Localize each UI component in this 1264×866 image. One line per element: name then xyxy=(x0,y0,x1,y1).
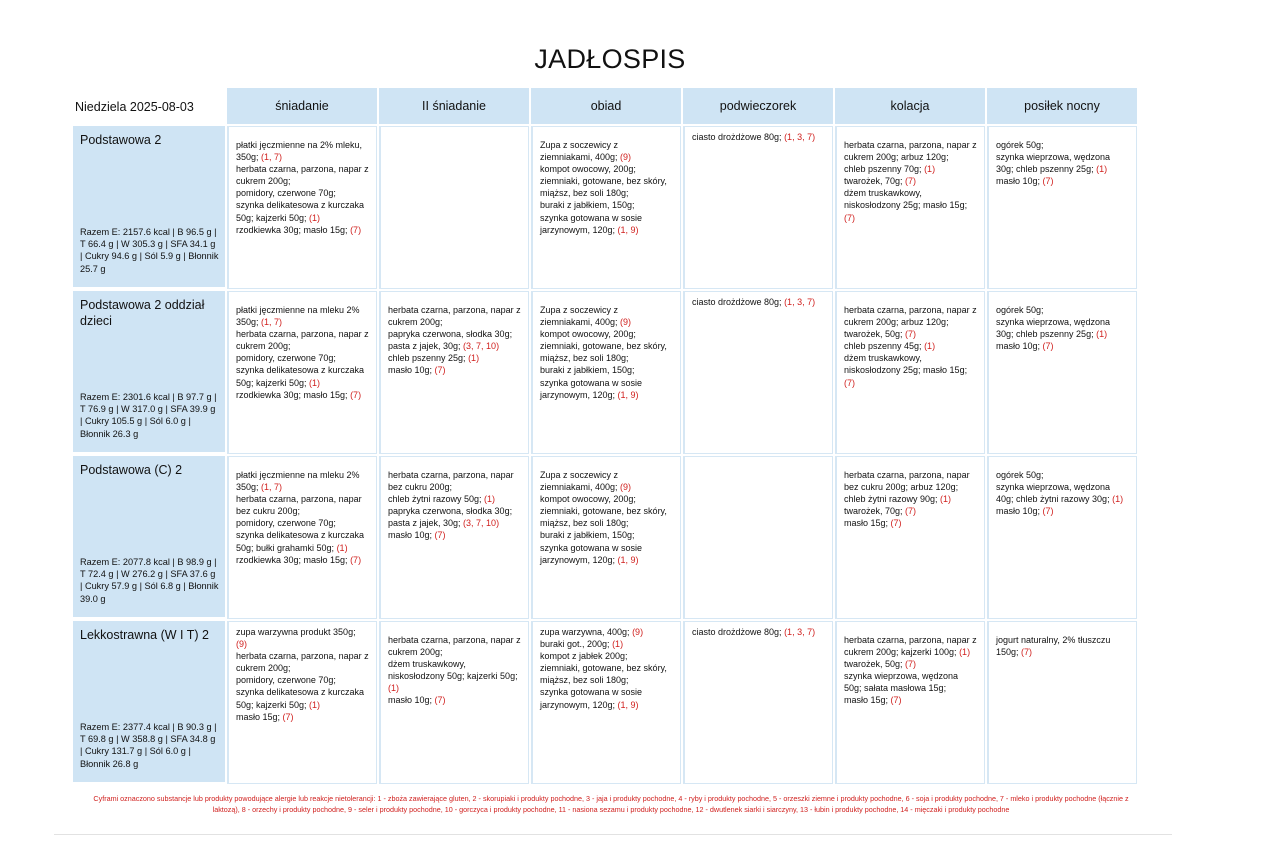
allergen-marker: (1, 9) xyxy=(617,389,639,400)
meal-text: herbata czarna, parzona, napar z cukrem 200g; xyxy=(388,305,521,328)
meal-cell xyxy=(987,621,1137,784)
meal-cell xyxy=(683,621,833,784)
allergen-marker: (1) xyxy=(484,494,496,505)
meal-text: twarożek, 70g; xyxy=(844,176,906,187)
meal-text: herbata czarna, parzona, napar z cukrem 200g; kajzerki 100g; xyxy=(844,635,977,658)
meal-text: kompot owocowy, 200g; xyxy=(540,164,636,175)
meal-text: szynka delikatesowa z kurczaka 50g; kajzerki 50g; xyxy=(236,200,365,223)
meal-text: masło 15g; xyxy=(236,711,283,722)
meal-text: szynka delikatesowa z kurczaka 50g; kajzerki 50g; xyxy=(236,365,365,388)
meal-text: herbata czarna, parzona, napar bez cukru 200g; arbuz 120g; xyxy=(844,470,970,493)
diet-row-label xyxy=(73,454,225,619)
meal-text: kompot owocowy, 200g; xyxy=(540,494,636,505)
meal-cell xyxy=(379,621,529,784)
allergen-marker: (9) xyxy=(236,639,247,650)
meal-text: ciasto drożdżowe 80g; xyxy=(692,297,785,307)
column-header-afternoon-snack: podwieczorek xyxy=(681,88,833,124)
meal-text: kompot z jabłek 200g; xyxy=(540,651,628,662)
allergen-marker: (1) xyxy=(336,542,348,553)
meal-text: ogórek 50g; xyxy=(996,470,1044,480)
meal-text: ziemniaki, gotowane, bez skóry, miąższ, bez soli 180g; xyxy=(540,176,667,199)
meal-text: dżem truskawkowy, niskosłodzony 50g; kajzerki 50g; xyxy=(388,659,518,682)
meal-text: dżem truskawkowy, niskosłodzony 25g; masło 15g; xyxy=(844,353,968,376)
allergen-marker: (1, 3, 7) xyxy=(784,132,816,142)
allergen-marker: (1) xyxy=(1112,494,1124,505)
allergen-marker: (9) xyxy=(632,627,644,637)
meal-cell xyxy=(227,456,377,619)
meal-cell xyxy=(683,456,833,619)
allergen-marker: (7) xyxy=(905,506,917,517)
diet-nutrition-totals: Razem E: 2377.4 kcal | B 90.3 g | T 69.8 g | W 358.8 g | SFA 34.8 g | Cukry 131.7 g | Sól 6.0 g | Błonnik 26.8 g xyxy=(80,721,217,769)
meal-text: masło 15g; xyxy=(844,695,891,706)
meal-text: ciasto drożdżowe 80g; xyxy=(692,627,785,637)
meal-text: zupa warzywna produkt 350g; xyxy=(236,627,356,637)
column-header-breakfast: śniadanie xyxy=(225,88,377,124)
meal-text: rzodkiewka 30g; masło 15g; xyxy=(236,224,351,235)
diet-nutrition-totals: Razem E: 2077.8 kcal | B 98.9 g | T 72.4 g | W 276.2 g | SFA 37.6 g | Cukry 57.9 g | Sól 6.8 g | Błonnik 39.0 g xyxy=(80,556,219,604)
meal-cell xyxy=(379,456,529,619)
allergen-marker: (1) xyxy=(309,699,321,710)
meal-cell xyxy=(379,126,529,289)
meal-text: chleb żytni razowy 90g; xyxy=(844,494,941,505)
meal-text: szynka wieprzowa, wędzona 50g; sałata masłowa 15g; xyxy=(844,671,959,694)
meal-cell xyxy=(531,291,681,454)
header-corner xyxy=(73,88,225,124)
meal-text: pasta z jajek, 30g; xyxy=(388,341,464,352)
allergen-marker: (1, 9) xyxy=(617,224,639,235)
allergen-marker: (7) xyxy=(1042,176,1054,187)
allergen-marker: (1) xyxy=(388,683,399,694)
meal-text: kompot owocowy, 200g; xyxy=(540,329,636,340)
allergen-marker: (7) xyxy=(434,365,446,376)
meal-text: masło 10g; xyxy=(996,176,1043,187)
diet-name: Podstawowa 2 oddział dzieci xyxy=(80,298,205,328)
meal-text: chleb pszenny 45g; xyxy=(844,341,925,352)
meal-cell xyxy=(227,621,377,784)
allergen-marker: (1) xyxy=(612,639,624,650)
menu-table xyxy=(73,88,1137,784)
allergen-marker: (7) xyxy=(844,377,855,388)
meal-text: ziemniaki, gotowane, bez skóry, miąższ, bez soli 180g; xyxy=(540,663,667,686)
meal-text: herbata czarna, parzona, napar z cukrem 200g; xyxy=(236,651,369,674)
meal-text: chleb pszenny 70g; xyxy=(844,164,925,175)
meal-text: dżem truskawkowy, niskosłodzony 25g; masło 15g; xyxy=(844,188,968,211)
meal-cell xyxy=(227,126,377,289)
allergen-marker: (3, 7, 10) xyxy=(463,518,500,529)
diet-nutrition-totals: Razem E: 2301.6 kcal | B 97.7 g | T 76.9 g | W 317.0 g | SFA 39.9 g | Cukry 105.5 g | Sól 6.0 g | Błonnik 26.3 g xyxy=(80,391,217,439)
meal-text: herbata czarna, parzona, napar z cukrem 200g; arbuz 120g; xyxy=(844,305,977,328)
allergen-marker: (7) xyxy=(890,518,902,529)
diet-nutrition-totals: Razem E: 2157.6 kcal | B 96.5 g | T 66.4 g | W 305.3 g | SFA 34.1 g | Cukry 94.6 g | Sól 5.9 g | Błonnik 25.7 g xyxy=(80,226,219,274)
allergen-marker: (1) xyxy=(309,212,321,223)
meal-text: twarożek, 50g; xyxy=(844,659,906,670)
meal-text: rzodkiewka 30g; masło 15g; xyxy=(236,554,351,565)
meal-text: buraki z jabłkiem, 150g; xyxy=(540,365,635,376)
allergen-marker: (1, 9) xyxy=(617,699,639,710)
allergen-marker: (1) xyxy=(1096,164,1108,175)
allergen-marker: (7) xyxy=(350,389,362,400)
bottom-divider xyxy=(54,834,1172,835)
diet-row-label xyxy=(73,619,225,784)
allergen-marker: (7) xyxy=(905,659,917,670)
meal-text: szynka delikatesowa z kurczaka 50g; bułki grahamki 50g; xyxy=(236,530,365,553)
allergen-marker: (1) xyxy=(940,494,952,505)
meal-text: zupa warzywna, 400g; xyxy=(540,627,633,637)
meal-text: płatki jęczmienne na 2% mleku, 350g; xyxy=(236,140,363,163)
meal-text: buraki z jabłkiem, 150g; xyxy=(540,200,635,211)
meal-text: pasta z jajek, 30g; xyxy=(388,518,464,529)
allergen-marker: (3, 7, 10) xyxy=(463,341,500,352)
diet-name: Podstawowa 2 xyxy=(80,133,162,147)
meal-text: szynka wieprzowa, wędzona 30g; chleb pszenny 25g; xyxy=(996,317,1111,340)
allergen-marker: (7) xyxy=(282,711,294,722)
allergen-marker: (7) xyxy=(434,695,446,706)
meal-cell xyxy=(531,126,681,289)
meal-cell xyxy=(835,126,985,289)
meal-text: pomidory, czerwone 70g; xyxy=(236,188,336,199)
meal-cell xyxy=(835,621,985,784)
allergen-marker: (1, 7) xyxy=(261,482,283,493)
allergen-marker: (1) xyxy=(468,353,480,364)
allergen-marker: (7) xyxy=(1042,341,1054,352)
meal-text: herbata czarna, parzona, napar z cukrem 200g; xyxy=(388,635,521,658)
meal-text: szynka delikatesowa z kurczaka 50g; kajzerki 50g; xyxy=(236,687,365,710)
meal-text: masło 10g; xyxy=(388,365,435,376)
diet-name: Lekkostrawna (W I T) 2 xyxy=(80,628,209,642)
allergen-marker: (1, 9) xyxy=(617,554,639,565)
meal-cell xyxy=(987,456,1137,619)
meal-text: papryka czerwona, słodka 30g; xyxy=(388,506,513,517)
meal-text: szynka gotowana w sosie jarzynowym, 120g; xyxy=(540,542,643,565)
page-title: JADŁOSPIS xyxy=(534,44,686,74)
allergen-marker: (7) xyxy=(434,530,446,541)
meal-text: szynka gotowana w sosie jarzynowym, 120g; xyxy=(540,377,643,400)
meal-cell xyxy=(987,291,1137,454)
allergen-footnote: Cyframi oznaczono substancje lub produkty powodujące alergie lub reakcje nietolerancji: 1 - zboża zawierające gluten, 2 - skorupiaki i produkty pochodne, 3 - jaja i produkty pochodne, 4 - ryby i produkty pochodne, 5 - orzeszki ziemne i produkty pochodne, 6 - soja i produkty pochodne, 7 - mleko i produkty pochodne (łącznie z laktozą), 8 - orzechy i produkty pochodne, 9 - seler i produkty pochodne, 10 - gorczyca i produkty pochodne, 11 - nasiona sezamu i produkty pochodne, 12 - dwutlenek siarki i siarczyny, 13 - łubin i produkty pochodne, 14 - mięczaki i produkty pochodne xyxy=(93,794,1129,814)
meal-text: jogurt naturalny, 2% tłuszczu 150g; xyxy=(996,635,1111,658)
meal-text: ziemniaki, gotowane, bez skóry, miąższ, bez soli 180g; xyxy=(540,506,667,529)
meal-cell xyxy=(531,621,681,784)
diet-row-label xyxy=(73,289,225,454)
meal-text: papryka czerwona, słodka 30g; xyxy=(388,329,513,340)
meal-text: herbata czarna, parzona, napar z cukrem 200g; arbuz 120g; xyxy=(844,140,977,163)
allergen-marker: (7) xyxy=(905,176,917,187)
meal-cell xyxy=(683,291,833,454)
meal-text: ogórek 50g; xyxy=(996,305,1044,315)
meal-text: szynka gotowana w sosie jarzynowym, 120g; xyxy=(540,212,643,235)
meal-cell xyxy=(227,291,377,454)
meal-text: ciasto drożdżowe 80g; xyxy=(692,132,785,142)
meal-text: szynka wieprzowa, wędzona 30g; chleb pszenny 25g; xyxy=(996,152,1111,175)
meal-text: masło 10g; xyxy=(388,695,435,706)
allergen-marker: (9) xyxy=(620,317,632,328)
meal-text: masło 10g; xyxy=(996,341,1043,352)
allergen-marker: (1, 7) xyxy=(261,152,283,163)
allergen-marker: (7) xyxy=(350,224,362,235)
meal-text: buraki z jabłkiem, 150g; xyxy=(540,530,635,541)
allergen-marker: (1) xyxy=(924,164,936,175)
meal-text: ziemniaki, gotowane, bez skóry, miąższ, bez soli 180g; xyxy=(540,341,667,364)
allergen-marker: (1) xyxy=(1096,329,1108,340)
meal-text: szynka gotowana w sosie jarzynowym, 120g; xyxy=(540,687,643,710)
meal-cell xyxy=(835,456,985,619)
meal-text: herbata czarna, parzona, napar z cukrem 200g; xyxy=(236,329,369,352)
meal-text: Zupa z soczewicy z ziemniakami, 400g; xyxy=(540,470,621,493)
meal-text: płatki jęczmienne na mleku 2% 350g; xyxy=(236,305,360,328)
meal-text: masło 15g; xyxy=(844,518,891,529)
allergen-marker: (9) xyxy=(620,482,632,493)
date-label: Niedziela 2025-08-03 xyxy=(75,100,194,114)
meal-text: pomidory, czerwone 70g; xyxy=(236,518,336,529)
allergen-marker: (9) xyxy=(620,152,632,163)
meal-text: herbata czarna, parzona, napar bez cukru 200g; xyxy=(236,494,362,517)
allergen-marker: (1) xyxy=(309,377,321,388)
column-header-second-breakfast: II śniadanie xyxy=(377,88,529,124)
meal-text: herbata czarna, parzona, napar bez cukru 200g; xyxy=(388,470,514,493)
meal-text: herbata czarna, parzona, napar z cukrem 200g; xyxy=(236,164,369,187)
meal-text: masło 10g; xyxy=(388,530,435,541)
meal-text: rzodkiewka 30g; masło 15g; xyxy=(236,389,351,400)
allergen-marker: (1, 3, 7) xyxy=(784,297,816,307)
meal-cell xyxy=(683,126,833,289)
column-header-dinner: kolacja xyxy=(833,88,985,124)
meal-text: chleb żytni razowy 50g; xyxy=(388,494,485,505)
allergen-marker: (7) xyxy=(350,554,362,565)
meal-text: Zupa z soczewicy z ziemniakami, 400g; xyxy=(540,305,621,328)
meal-text: masło 10g; xyxy=(996,506,1043,517)
meal-text: buraki got., 200g; xyxy=(540,639,613,650)
meal-text: pomidory, czerwone 70g; xyxy=(236,353,336,364)
meal-text: pomidory, czerwone 70g; xyxy=(236,675,336,686)
allergen-marker: (1, 7) xyxy=(261,317,283,328)
allergen-marker: (7) xyxy=(890,695,902,706)
meal-cell xyxy=(379,291,529,454)
meal-text: Zupa z soczewicy z ziemniakami, 400g; xyxy=(540,140,621,163)
meal-text: ogórek 50g; xyxy=(996,140,1044,150)
diet-name: Podstawowa (C) 2 xyxy=(80,463,183,477)
column-header-night-meal: posiłek nocny xyxy=(985,88,1137,124)
meal-text: twarożek, 70g; xyxy=(844,506,906,517)
allergen-marker: (7) xyxy=(844,212,855,223)
allergen-marker: (1) xyxy=(924,341,936,352)
allergen-marker: (7) xyxy=(905,329,917,340)
meal-cell xyxy=(531,456,681,619)
allergen-marker: (1) xyxy=(959,647,971,658)
meal-cell xyxy=(835,291,985,454)
meal-text: chleb pszenny 25g; xyxy=(388,353,469,364)
meal-text: płatki jęczmienne na mleku 2% 350g; xyxy=(236,470,360,493)
column-header-lunch: obiad xyxy=(529,88,681,124)
allergen-marker: (7) xyxy=(1042,506,1054,517)
allergen-marker: (1, 3, 7) xyxy=(784,627,816,637)
meal-cell xyxy=(987,126,1137,289)
diet-row-label xyxy=(73,124,225,289)
meal-text: szynka wieprzowa, wędzona 40g; chleb żytni razowy 30g; xyxy=(996,482,1113,505)
allergen-marker: (7) xyxy=(1021,647,1033,658)
meal-text: twarożek, 50g; xyxy=(844,329,906,340)
